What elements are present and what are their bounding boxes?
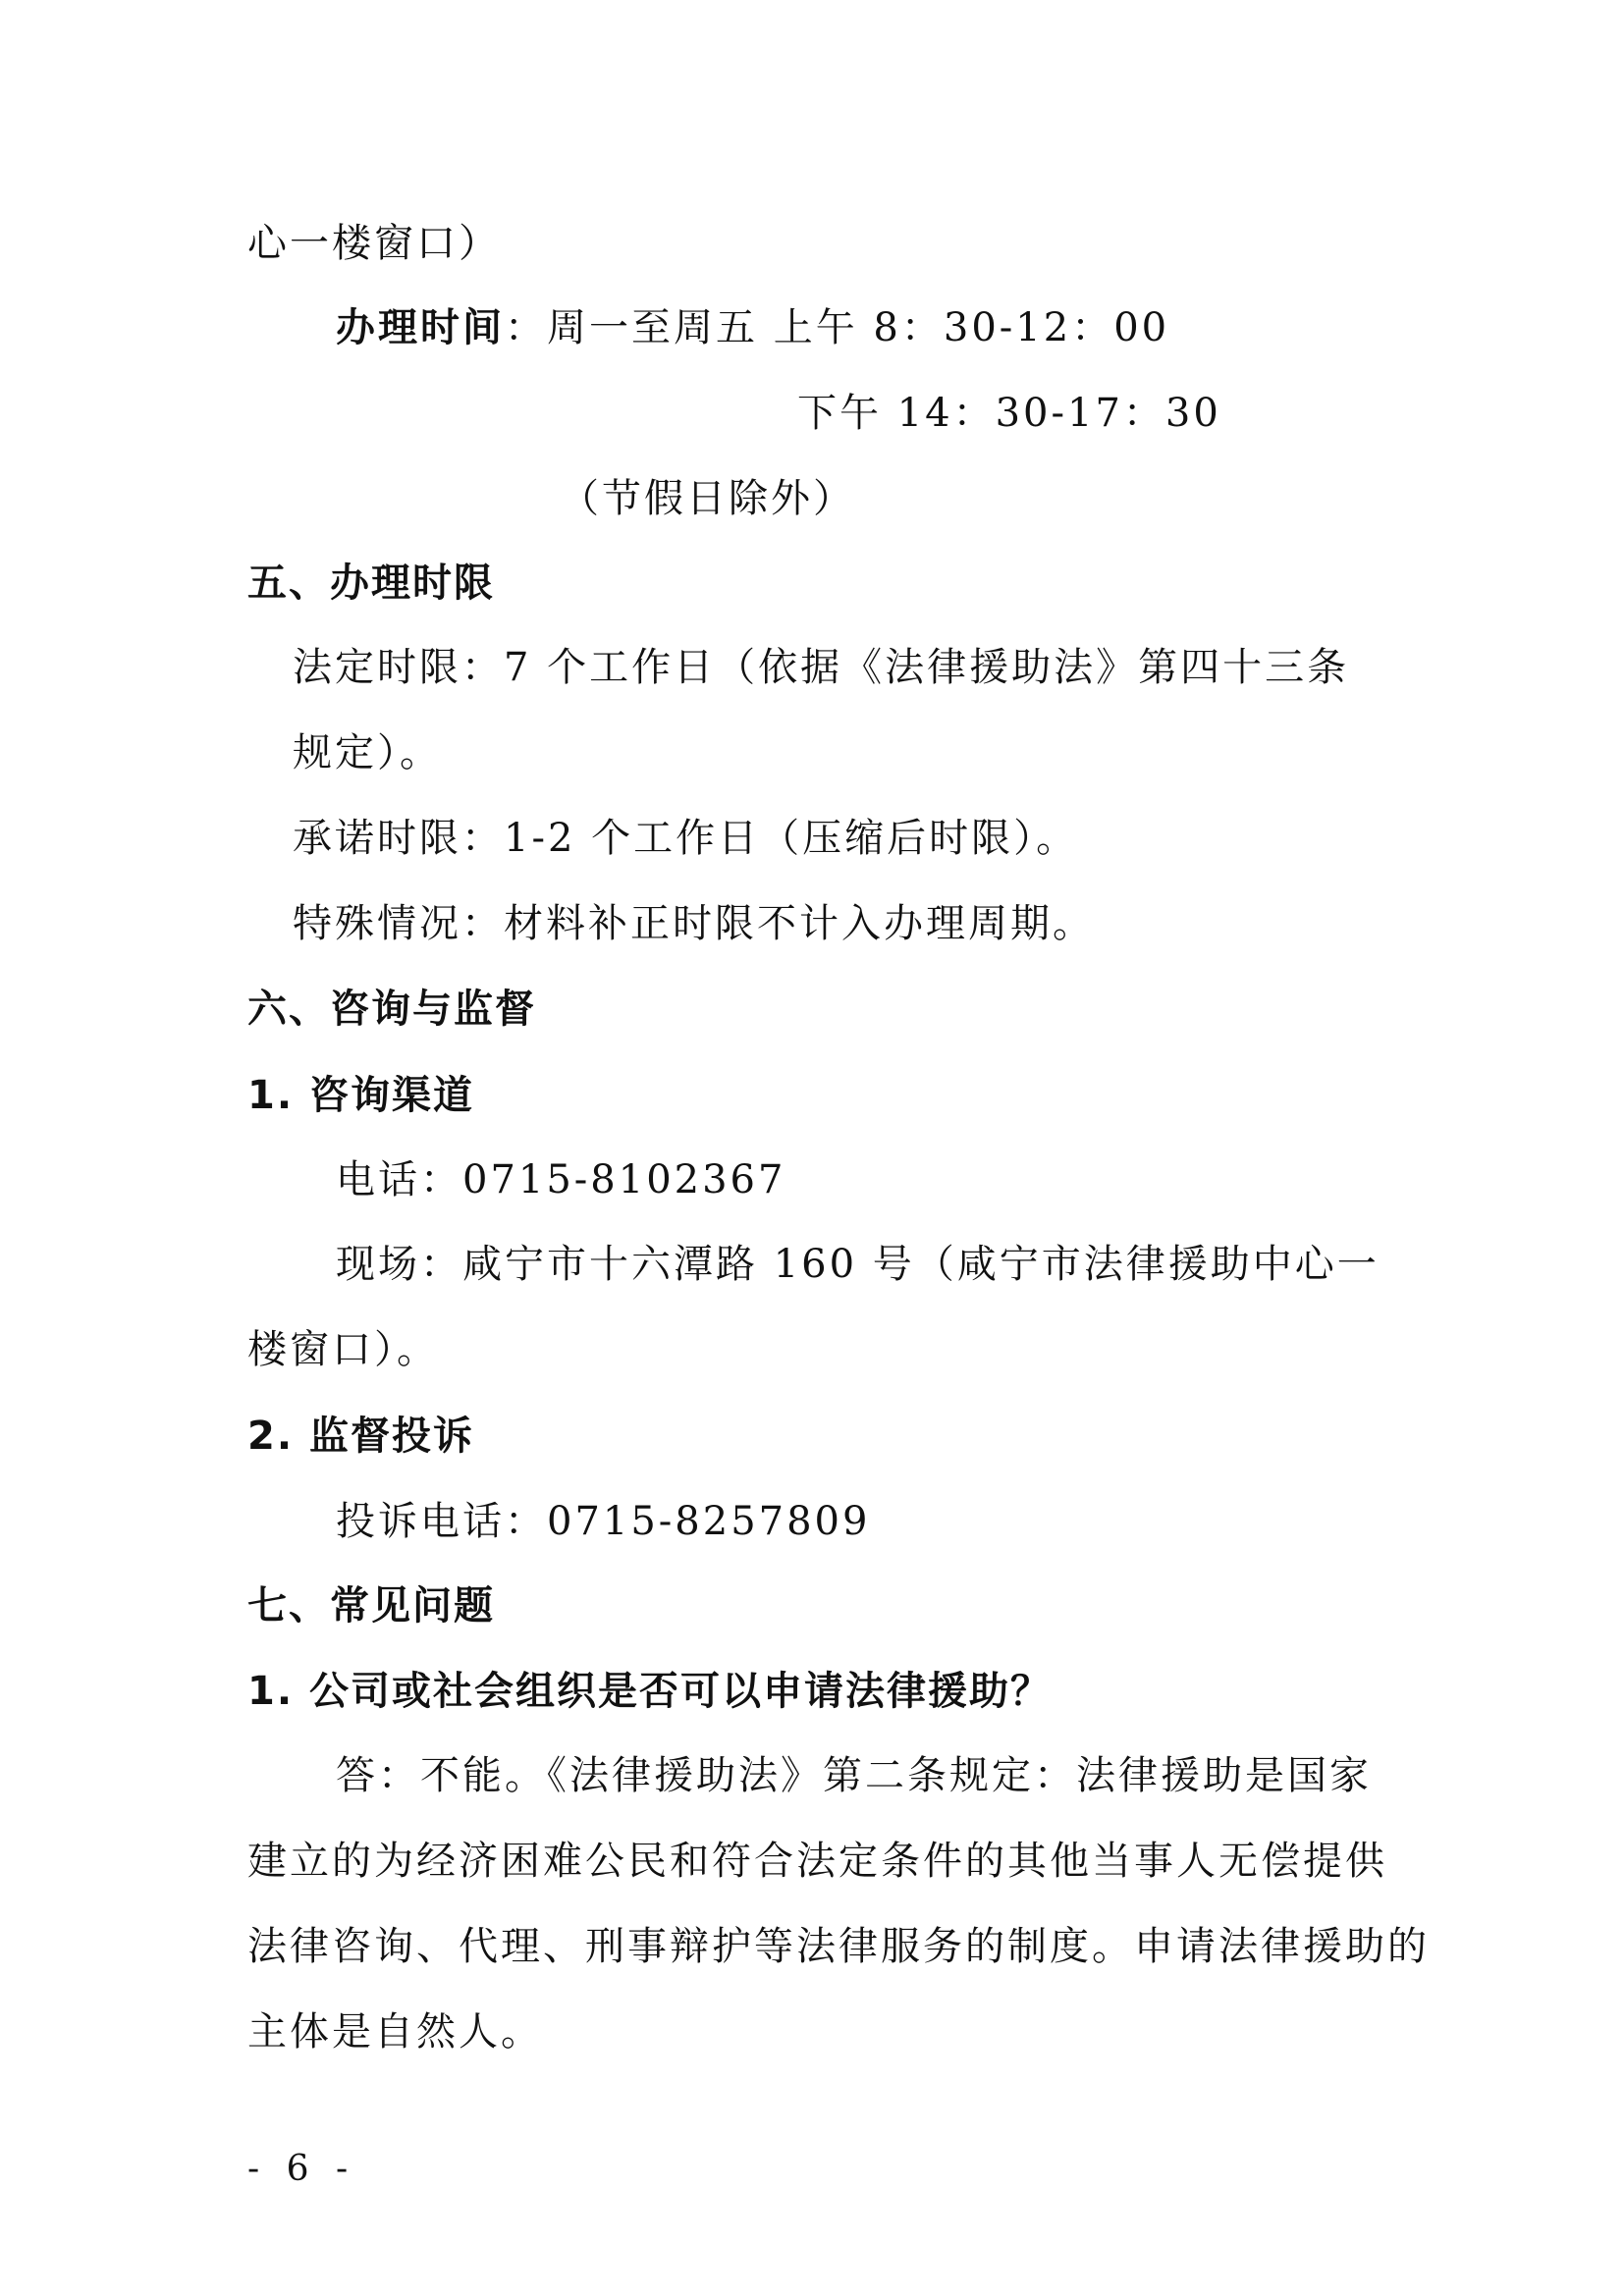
office-hours-label: 办理时间 bbox=[336, 305, 505, 350]
onsite-address-line2: 楼窗口）。 bbox=[247, 1327, 439, 1372]
legal-time-limit-line2: 规定）。 bbox=[293, 730, 442, 775]
faq-answer-1-line4: 主体是自然人。 bbox=[247, 2009, 543, 2055]
faq-answer-1-line3: 法律咨询、代理、刑事辩护等法律服务的制度。申请法律援助的 bbox=[247, 1924, 1430, 1969]
section7-heading: 七、常见问题 bbox=[247, 1583, 495, 1629]
legal-time-limit-line1: 法定时限：7 个工作日（依据《法律援助法》第四十三条 bbox=[293, 645, 1350, 690]
faq-answer-1-line2: 建立的为经济困难公民和符合法定条件的其他当事人无偿提供 bbox=[247, 1839, 1387, 1884]
faq-answer-1-line1: 答：不能。《法律援助法》第二条规定：法律援助是国家 bbox=[336, 1753, 1372, 1798]
page-number: - 6 - bbox=[247, 2149, 356, 2189]
consultation-channels-heading: 1. 咨询渠道 bbox=[247, 1073, 474, 1118]
onsite-address-line1: 现场：咸宁市十六潭路 160 号（咸宁市法律援助中心一 bbox=[336, 1242, 1380, 1287]
holiday-note: （节假日除外） bbox=[560, 476, 855, 521]
section5-heading: 五、办理时限 bbox=[247, 561, 495, 606]
faq-question-1: 1. 公司或社会组织是否可以申请法律援助？ bbox=[247, 1669, 1052, 1714]
section6-heading: 六、咨询与监督 bbox=[247, 987, 536, 1032]
complaint-phone: 投诉电话：0715-8257809 bbox=[336, 1499, 871, 1544]
promised-time-limit: 承诺时限：1-2 个工作日（压缩后时限）。 bbox=[293, 816, 1079, 861]
office-hours-morning: ：周一至周五 上午 8：30-12：00 bbox=[505, 305, 1170, 350]
location-continuation: 心一楼窗口） bbox=[247, 221, 501, 266]
consultation-phone: 电话：0715-8102367 bbox=[336, 1157, 786, 1202]
office-hours-line bbox=[336, 302, 1169, 353]
office-hours-afternoon: 下午 14：30-17：30 bbox=[797, 391, 1221, 436]
supervision-heading: 2. 监督投诉 bbox=[247, 1414, 474, 1459]
special-case-note: 特殊情况：材料补正时限不计入办理周期。 bbox=[293, 901, 1095, 946]
